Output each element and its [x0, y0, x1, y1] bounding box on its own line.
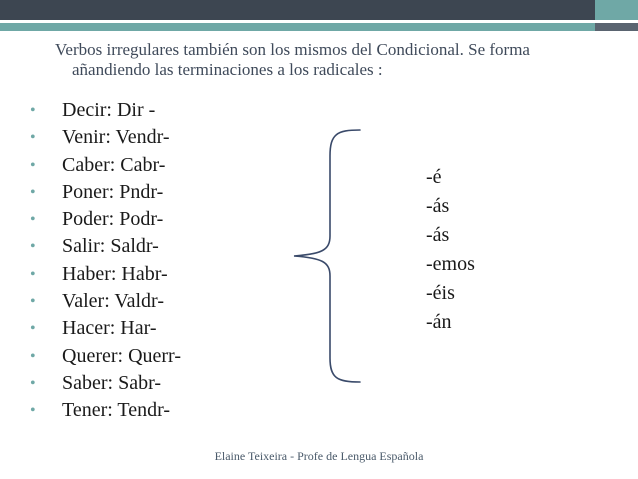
- ending-item: -ás: [426, 224, 450, 246]
- slide-subtitle: [55, 40, 615, 80]
- ending-item: -é: [426, 166, 442, 188]
- list-item: [30, 370, 181, 397]
- list-item: [30, 315, 181, 342]
- verb-text: Valer: Valdr-: [62, 290, 164, 313]
- list-item: [30, 397, 181, 424]
- slide-footer: Elaine Teixeira - Profe de Lengua Española: [214, 449, 424, 463]
- verb-text: Venir: Vendr-: [62, 126, 170, 149]
- list-item: [30, 343, 181, 370]
- header-band-lower-dark: [595, 23, 638, 31]
- list-item: [30, 288, 181, 315]
- verb-text: Salir: Saldr-: [62, 235, 159, 258]
- bullet-icon: •: [30, 156, 36, 174]
- verb-text: Saber: Sabr-: [62, 371, 162, 394]
- verb-list: [30, 97, 181, 425]
- verb-text: Haber: Habr-: [62, 262, 168, 285]
- list-item: [30, 206, 181, 233]
- bullet-icon: •: [30, 238, 36, 256]
- verb-text: Caber: Cabr-: [62, 153, 166, 176]
- list-item: [30, 261, 181, 288]
- verb-text: Querer: Querr-: [62, 344, 181, 367]
- bullet-icon: •: [30, 211, 36, 229]
- curly-brace-icon: [292, 126, 362, 386]
- curly-brace-path: [294, 130, 360, 382]
- verb-text: Decir: Dir -: [62, 99, 156, 121]
- bullet-icon: •: [30, 102, 36, 119]
- ending-item: -éis: [426, 282, 455, 304]
- bullet-icon: •: [30, 374, 36, 392]
- verb-text: Hacer: Har-: [62, 317, 157, 340]
- ending-item: -án: [426, 311, 452, 333]
- subtitle-line-1: Verbos irregulares también son los mismos del Condicional. Se forma: [55, 40, 530, 59]
- ending-item: -ás: [426, 195, 450, 217]
- list-item: [30, 152, 181, 179]
- list-item: [30, 97, 181, 124]
- list-item: [30, 179, 181, 206]
- endings-list: [426, 163, 475, 337]
- header-band: [0, 0, 638, 20]
- ending-item: -emos: [426, 253, 475, 275]
- list-item: [30, 124, 181, 151]
- bullet-icon: •: [30, 129, 36, 147]
- header-band-lower: [0, 23, 638, 31]
- bullet-icon: •: [30, 347, 36, 365]
- list-item: [30, 233, 181, 260]
- bullet-icon: •: [30, 183, 36, 201]
- verb-text: Poder: Podr-: [62, 208, 164, 231]
- bullet-icon: •: [30, 402, 36, 420]
- verb-text: Tener: Tendr-: [62, 399, 171, 422]
- verb-text: Poner: Pndr-: [62, 180, 164, 203]
- header-band-teal: [595, 0, 638, 20]
- bullet-icon: •: [30, 265, 36, 283]
- header-band-dark: [0, 0, 595, 20]
- header-band-lower-teal: [0, 23, 595, 31]
- bullet-icon: •: [30, 293, 36, 311]
- subtitle-line-2: añandiendo las terminaciones a los radicales :: [72, 60, 383, 79]
- bullet-icon: •: [30, 320, 36, 338]
